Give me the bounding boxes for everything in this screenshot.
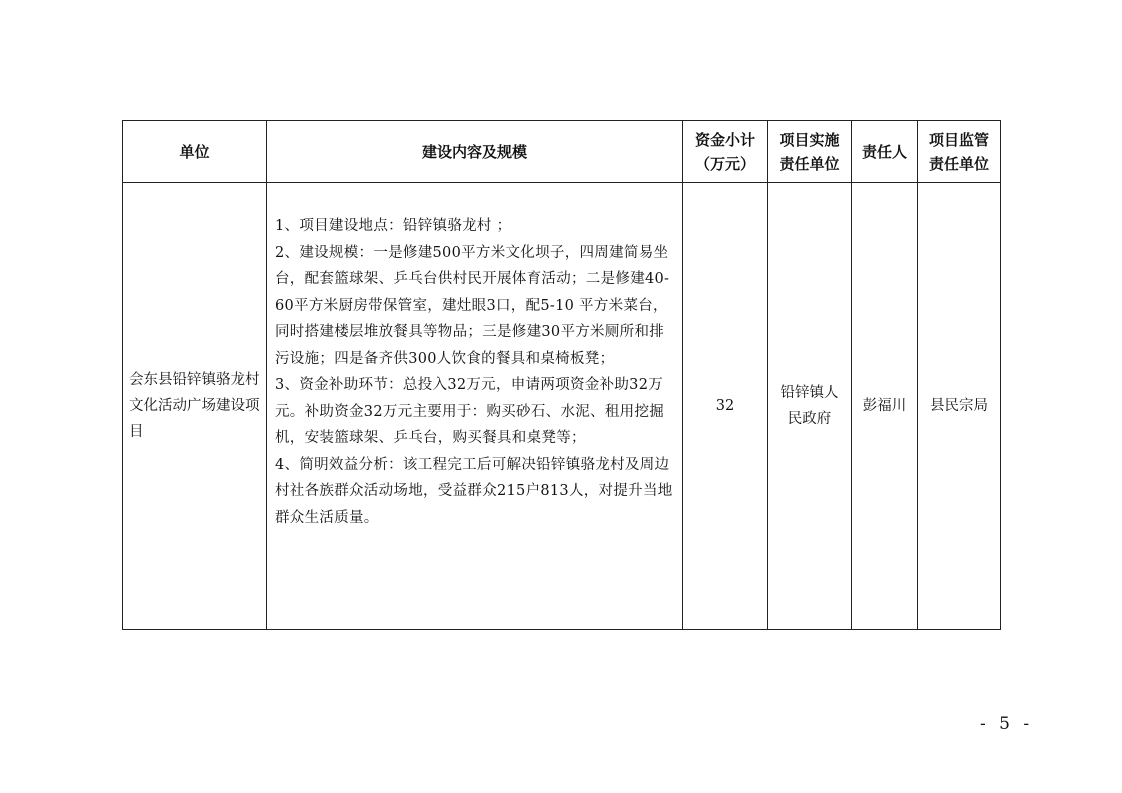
cell-impl-unit: 铅锌镇人民政府 <box>768 183 852 630</box>
page-number: - 5 - <box>980 714 1034 734</box>
project-table <box>122 120 1001 630</box>
content-line-4: 4、简明效益分析：该工程完工后可解决铅锌镇骆龙村及周边村社各族群众活动场地，受益群众215户813人，对提升当地群众生活质量。 <box>275 456 673 526</box>
header-funds <box>683 121 768 183</box>
header-impl-line2: 责任单位 <box>779 154 840 173</box>
cell-person: 彭福川 <box>852 183 918 630</box>
cell-unit: 会东县铅锌镇骆龙村文化活动广场建设项目 <box>123 183 267 630</box>
header-person: 责任人 <box>852 121 918 183</box>
cell-supervise-unit: 县民宗局 <box>918 183 1001 630</box>
header-impl-unit <box>768 121 852 183</box>
header-row <box>123 121 1001 183</box>
content-line-3: 3、资金补助环节：总投入32万元，申请两项资金补助32万元。补助资金32万元主要用于：购买砂石、水泥、租用挖掘机，安装篮球架、乒乓台，购买餐具和桌凳等； <box>275 377 665 446</box>
header-supervise-unit <box>918 121 1001 183</box>
header-super-line2: 责任单位 <box>928 154 989 173</box>
content-line-1: 1、项目建设地点：铅锌镇骆龙村 ； <box>275 218 512 234</box>
header-impl-line1: 项目实施 <box>779 130 840 149</box>
content-line-2: 2、建设规模：一是修建500平方米文化坝子，四周建简易坐台，配套篮球架、乒乓台供村民开展体育活动；二是修建40-60平方米厨房带保管室，建灶眼3口，配5-10 平方米菜台，同时搭建楼层堆放餐具等物品；三是修建30平方米厕所和排污设施；四是备齐供300人饮食的餐具和桌椅板凳； <box>275 244 670 367</box>
cell-funds: 32 <box>683 183 768 630</box>
header-super-line1: 项目监管 <box>928 130 989 149</box>
header-content: 建设内容及规模 <box>267 121 683 183</box>
header-funds-line1: 资金小计 <box>694 130 755 149</box>
table-row <box>123 183 1001 630</box>
cell-content <box>267 183 683 630</box>
header-unit: 单位 <box>123 121 267 183</box>
header-funds-line2: （万元） <box>694 154 755 173</box>
